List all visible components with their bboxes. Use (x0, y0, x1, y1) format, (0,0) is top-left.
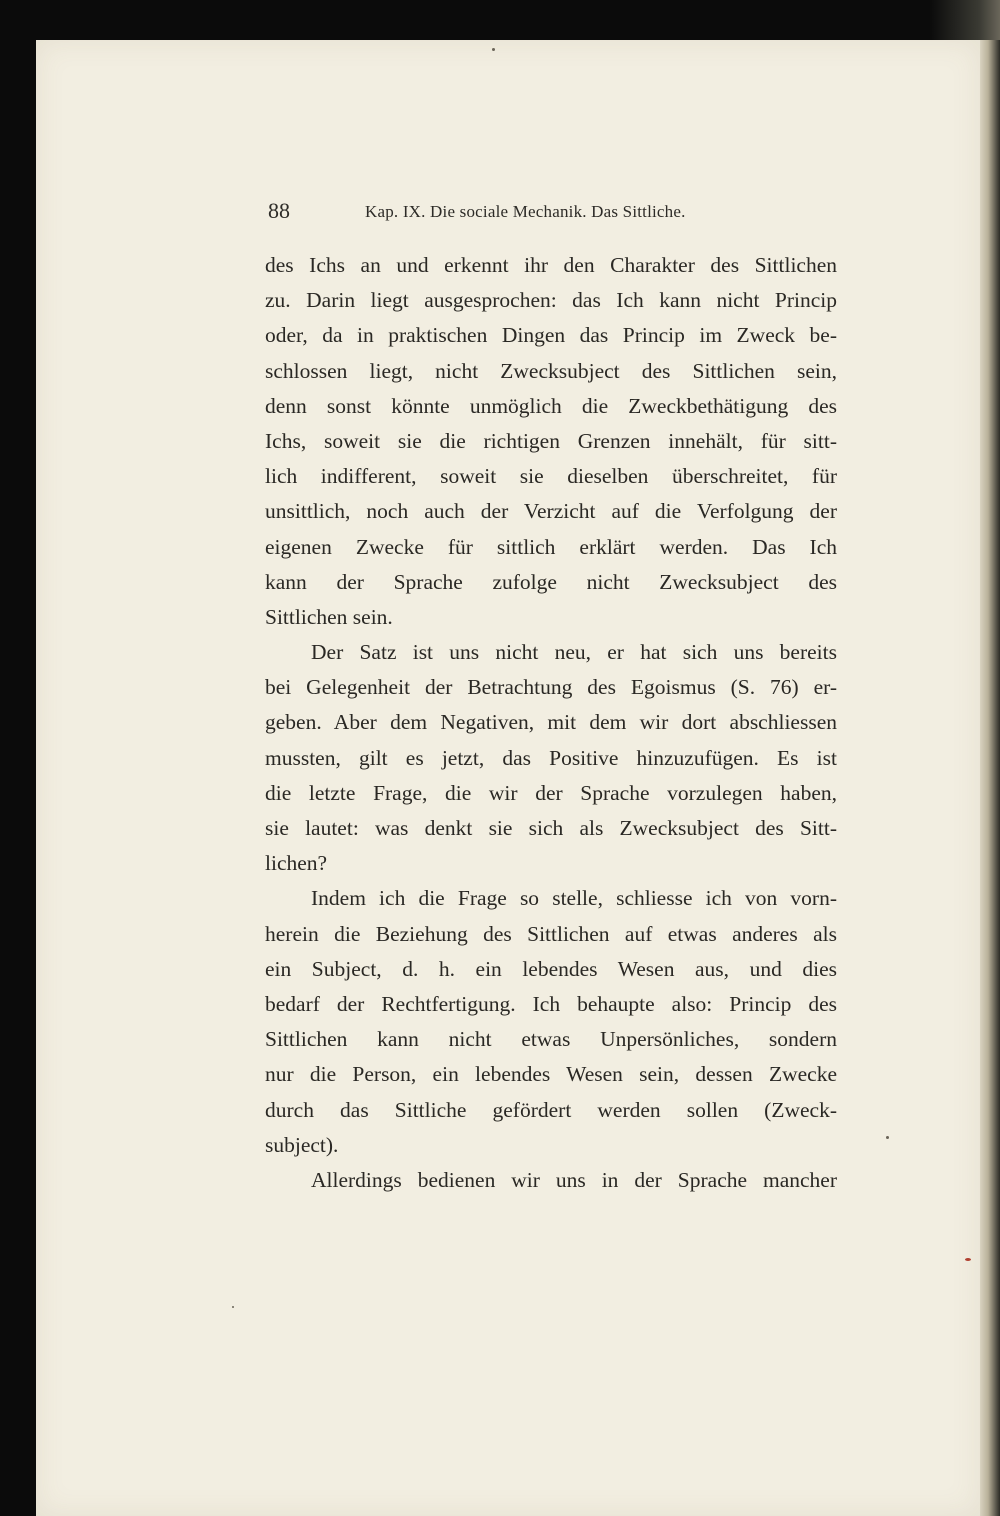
text-line: oder, da in praktischen Dingen das Princip im Zweck be- (265, 323, 837, 348)
text-line: ein Subject, d. h. ein lebendes Wesen aus, und dies (265, 956, 837, 981)
text-line: des Ichs an und erkennt ihr den Charakter des Sittlichen (265, 253, 837, 277)
text-line: lichen? (265, 851, 328, 876)
text-line: unsittlich, noch auch der Verzicht auf die Verfolgung der (265, 499, 837, 524)
paragraph (265, 635, 837, 881)
text-line: durch das Sittliche gefördert werden sollen (Zweck- (265, 1097, 837, 1122)
text-line: geben. Aber dem Negativen, mit dem wir dort abschliessen (265, 710, 837, 735)
paper-speck (492, 48, 495, 51)
text-line: nur die Person, ein lebendes Wesen sein, dessen Zwecke (265, 1062, 837, 1087)
text-line: mussten, gilt es jetzt, das Positive hinzuzufügen. Es ist (265, 745, 837, 770)
text-line: eigenen Zwecke für sittlich erklärt werden. Das Ich (265, 534, 837, 559)
paper-speck (965, 1258, 971, 1261)
text-line: Der Satz ist uns nicht neu, er hat sich uns bereits (311, 640, 837, 665)
page-edge-shadow (980, 40, 1000, 1516)
book-spine-edge (930, 0, 1000, 40)
text-line: denn sonst könnte unmöglich die Zweckbethätigung des (265, 393, 837, 418)
text-line: die letzte Frage, die wir der Sprache vorzulegen haben, (265, 780, 837, 805)
text-line: herein die Beziehung des Sittlichen auf etwas anderes als (265, 921, 837, 946)
text-line: lich indifferent, soweit sie dieselben überschreitet, für (265, 464, 837, 489)
text-line: bei Gelegenheit der Betrachtung des Egoismus (S. 76) er- (265, 675, 837, 700)
paragraph (265, 1163, 837, 1198)
text-line: subject). (265, 1132, 339, 1157)
paper-speck (232, 1306, 234, 1308)
paragraph (265, 248, 837, 635)
page-header (268, 198, 768, 228)
text-line: kann der Sprache zufolge nicht Zwecksubject des (265, 569, 837, 594)
text-line: zu. Darin liegt ausgesprochen: das Ich kann nicht Princip (265, 288, 837, 313)
body-text (265, 248, 837, 1198)
paragraph (265, 881, 837, 1163)
text-line: sie lautet: was denkt sie sich als Zwecksubject des Sitt- (265, 816, 837, 840)
text-line: Sittlichen kann nicht etwas Unpersönliches, sondern (265, 1027, 837, 1052)
text-line: Indem ich die Frage so stelle, schliesse ich von vorn- (311, 886, 837, 911)
paper-speck (886, 1136, 889, 1139)
text-line: Ichs, soweit sie die richtigen Grenzen innehält, für sitt- (265, 428, 837, 453)
running-head: Kap. IX. Die sociale Mechanik. Das Sittliche. (365, 202, 686, 221)
page-number: 88 (268, 198, 290, 223)
text-line: Sittlichen sein. (265, 604, 393, 629)
text-line: bedarf der Rechtfertigung. Ich behaupte also: Princip des (265, 991, 837, 1016)
text-line: schlossen liegt, nicht Zwecksubject des Sittlichen sein, (265, 358, 837, 383)
text-line: Allerdings bedienen wir uns in der Sprache mancher (311, 1167, 837, 1192)
